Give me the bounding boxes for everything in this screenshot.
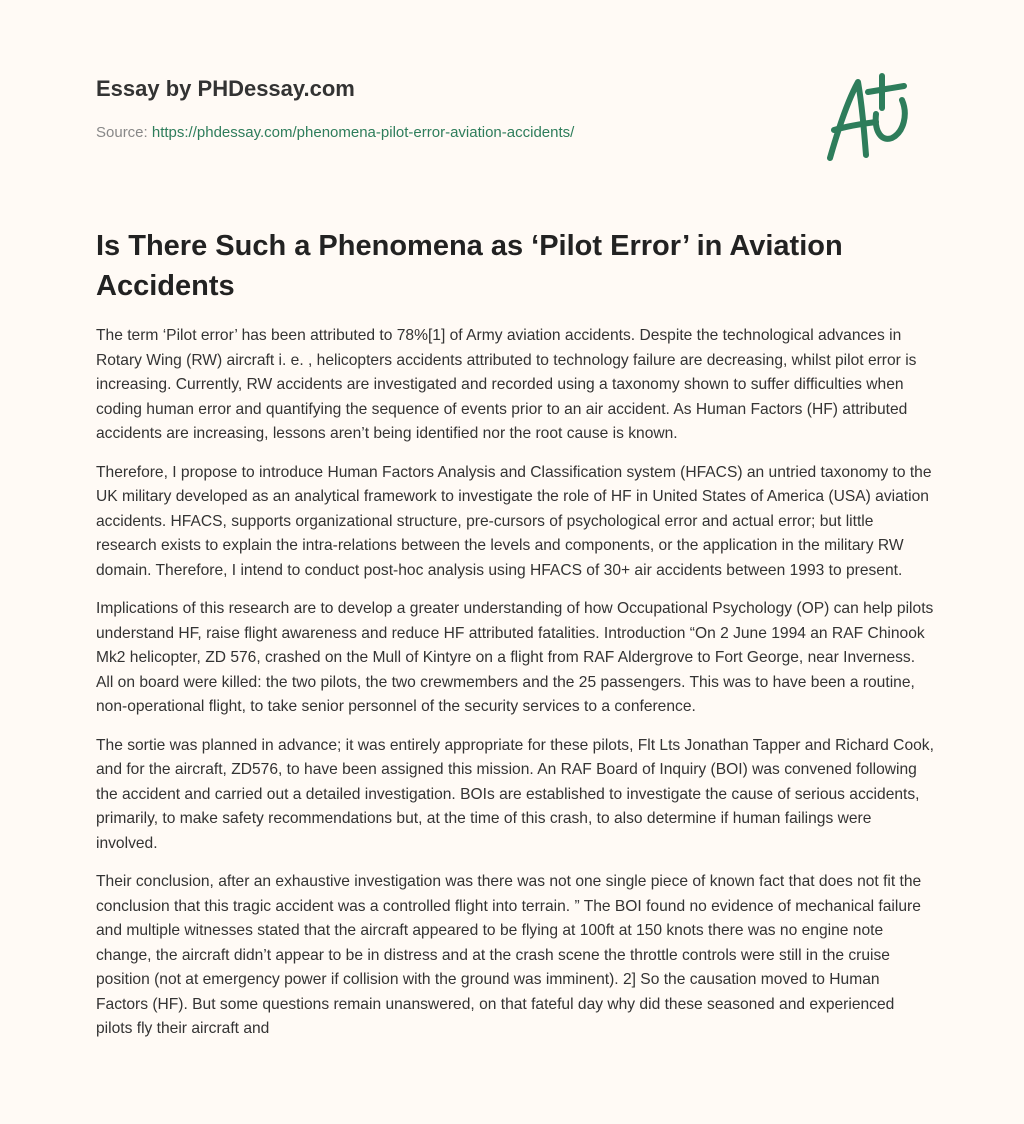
paragraph: The sortie was planned in advance; it was entirely appropriate for these pilots, Flt Lts Jonathan Tapper and Richard Cook, and for the aircraft, ZD576, to have been assigned this mission. An RAF Board of Inquiry (BOI) was convened following the accident and carried out a detailed investigation. BOIs are established to investigate the cause of serious accidents, primarily, to make safety recommendations but, at the time of this crash, to also determine if human failings were involved. — [96, 736, 934, 852]
source-label: Source: — [96, 124, 148, 141]
paragraph: The term ‘Pilot error’ has been attributed to 78%[1] of Army aviation accidents. Despite the technological advances in Rotary Wing (RW) aircraft i. e. , helicopters accidents attributed to technology failure are decreasing, whilst pilot error is increasing. Currently, RW accidents are investigated and recorded using a taxonomy shown to suffer difficulties when coding human error and quantifying the sequence of events prior to an air accident. As Human Factors (HF) attributed accidents are increasing, lessons aren’t being identified nor the root cause is known. — [96, 327, 917, 442]
a-plus-logo-icon — [820, 70, 930, 165]
article-title: Is There Such a Phenomena as ‘Pilot Error’ in Aviation Accidents — [96, 230, 843, 302]
paragraph: Their conclusion, after an exhaustive investigation was there was not one single piece of known fact that does not fit the conclusion that this tragic accident was a controlled flight into terrain. ” The BOI found no evidence of mechanical failure and multiple witnesses stated that the aircraft appeared to be flying at 100ft at 150 knots there was no engine note change, the aircraft didn’t appear to be in distress and at the crash scene the throttle controls were still in the cruise position (not at emergency power if collision with the ground was imminent). 2] So the causation moved to Human Factors (HF). But some questions remain unanswered, on that fateful day why did these seasoned and experienced pilots fly their aircraft and — [96, 873, 922, 1037]
article-body — [96, 324, 934, 1056]
source-line — [96, 124, 574, 141]
paragraph: Implications of this research are to develop a greater understanding of how Occupational Psychology (OP) can help pilots understand HF, raise flight awareness and reduce HF attributed fatalities. Introduction “On 2 June 1994 an RAF Chinook Mk2 helicopter, ZD 576, crashed on the Mull of Kintyre on a flight from RAF Aldergrove to Fort George, near Inverness. All on board were killed: the two pilots, the two crewmembers and the 25 passengers. This was to have been a routine, non-operational flight, to take senior personnel of the security services to a conference. — [96, 600, 934, 715]
brand-title: Essay by PHDessay.com — [96, 76, 355, 101]
paragraph: Therefore, I propose to introduce Human Factors Analysis and Classification system (HFACS) an untried taxonomy to the UK military developed as an analytical framework to investigate the role of HF in United States of America (USA) aviation accidents. HFACS, supports organizational structure, pre-cursors of psychological error and actual error; but little research exists to explain the intra-relations between the levels and components, or the application in the military RW domain. Therefore, I intend to conduct post-hoc analysis using HFACS of 30+ air accidents between 1993 to present. — [96, 463, 932, 579]
source-link[interactable]: https://phdessay.com/phenomena-pilot-error-aviation-accidents/ — [151, 124, 575, 141]
